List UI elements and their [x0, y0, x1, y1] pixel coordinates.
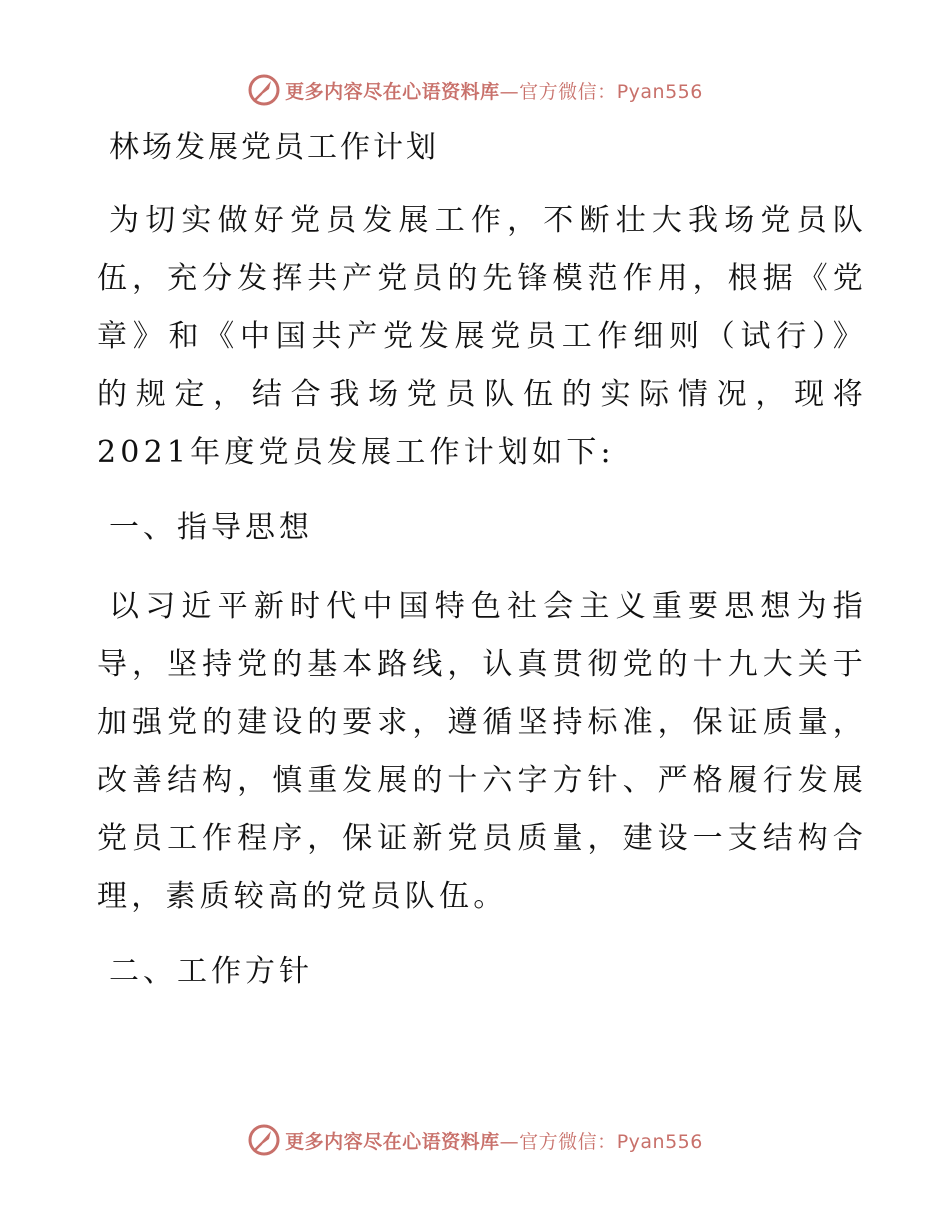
watermark-suffix: 官方微信： — [519, 1130, 617, 1153]
watermark-wechat-id: Pyan556 — [616, 80, 703, 103]
watermark-wechat-id: Pyan556 — [616, 1130, 703, 1153]
watermark-text: 更多内容尽在心语资料库 — [285, 80, 500, 103]
top-watermark — [0, 70, 950, 110]
section-1-paragraph: 以习近平新时代中国特色社会主义重要思想为指导，坚持党的基本路线，认真贯彻党的十九大关于加强党的建设的要求，遵循坚持标准，保证质量，改善结构，慎重发展的十六字方针、严格履行发展党员工作程序，保证新党员质量，建设一支结构合理，素质较高的党员队伍。 — [97, 589, 867, 914]
section-2-heading: 二、工作方针 — [109, 954, 313, 989]
quill-logo-icon — [247, 73, 281, 107]
watermark-separator: — — [499, 1130, 520, 1153]
document-title: 林场发展党员工作计划 — [109, 130, 439, 165]
watermark-suffix: 官方微信： — [519, 80, 617, 103]
watermark-text: 更多内容尽在心语资料库 — [285, 1130, 500, 1153]
bottom-watermark — [0, 1120, 950, 1160]
intro-paragraph: 为切实做好党员发展工作，不断壮大我场党员队伍，充分发挥共产党员的先锋模范作用，根据《党章》和《中国共产党发展党员工作细则（试行）》的规定，结合我场党员队伍的实际情况，现将2021年度党员发展工作计划如下: — [97, 203, 867, 470]
section-1-heading: 一、指导思想 — [109, 510, 313, 545]
watermark-separator: — — [499, 80, 520, 103]
quill-logo-icon — [247, 1123, 281, 1157]
document-body — [97, 122, 867, 1022]
